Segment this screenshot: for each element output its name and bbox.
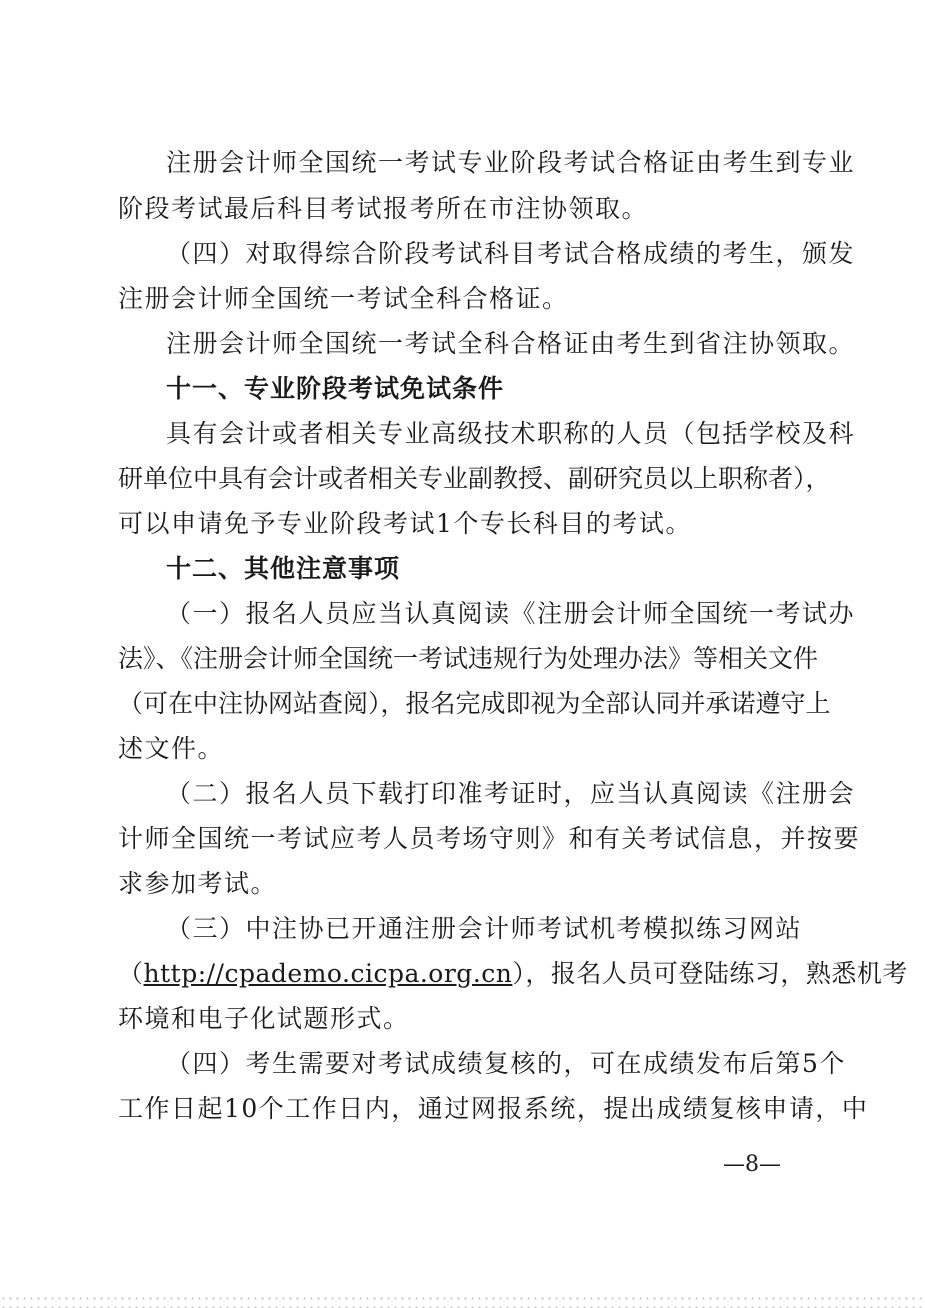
paragraph-line: （四）考生需要对考试成绩复核的，可在成绩发布后第5个 xyxy=(166,1049,846,1078)
page-number: —8— xyxy=(723,1152,781,1177)
url-paragraph-line xyxy=(118,958,908,990)
paragraph-line: 研单位中具有会计或者相关专业副教授、副研究员以上职称者）， xyxy=(118,464,831,493)
paragraph-line: 注册会计师全国统一考试全科合格证由考生到省注协领取。 xyxy=(166,329,856,358)
paragraph-line: 求参加考试。 xyxy=(118,869,278,898)
paragraph-line: （四）对取得综合阶段考试科目考试合格成绩的考生，颁发 xyxy=(166,239,856,268)
paragraph-line: 注册会计师全国统一考试全科合格证。 xyxy=(118,284,569,313)
paragraph-line: （二）报名人员下载打印准考证时，应当认真阅读《注册会 xyxy=(166,779,856,808)
paragraph-line: （一）报名人员应当认真阅读《注册会计师全国统一考试办 xyxy=(166,599,856,628)
scan-edge-artifact xyxy=(0,1294,925,1308)
paragraph-line: （可在中注协网站查阅），报名完成即视为全部认同并承诺遵守上 xyxy=(118,689,831,718)
paragraph-line: 计师全国统一考试应考人员考场守则》和有关考试信息，并按要 xyxy=(118,824,861,853)
paragraph-line: （三）中注协已开通注册会计师考试机考模拟练习网站 xyxy=(166,914,803,943)
paragraph-line: 具有会计或者相关专业高级技术职称的人员（包括学校及科 xyxy=(166,419,856,448)
paragraph-line: 注册会计师全国统一考试专业阶段考试合格证由考生到专业 xyxy=(166,148,856,177)
demo-site-link[interactable]: http://cpademo.cicpa.org.cn xyxy=(143,959,513,988)
url-open-paren: （ xyxy=(118,959,144,988)
paragraph-line: 工作日起10个工作日内，通过网报系统，提出成绩复核申请，中 xyxy=(118,1094,869,1123)
paragraph-line: 环境和电子化试题形式。 xyxy=(118,1004,410,1033)
paragraph-line: 可以申请免予专业阶段考试1个专长科目的考试。 xyxy=(118,509,692,538)
url-line-rest: ），报名人员可登陆练习，熟悉机考 xyxy=(512,959,908,988)
section-heading-11: 十一、专业阶段考试免试条件 xyxy=(166,374,505,403)
paragraph-line: 阶段考试最后科目考试报考所在市注协领取。 xyxy=(118,194,649,223)
paragraph-line: 法》、《注册会计师全国统一考试违规行为处理办法》等相关文件 xyxy=(118,644,819,673)
paragraph-line: 述文件。 xyxy=(118,734,225,763)
section-heading-12: 十二、其他注意事项 xyxy=(166,554,401,583)
